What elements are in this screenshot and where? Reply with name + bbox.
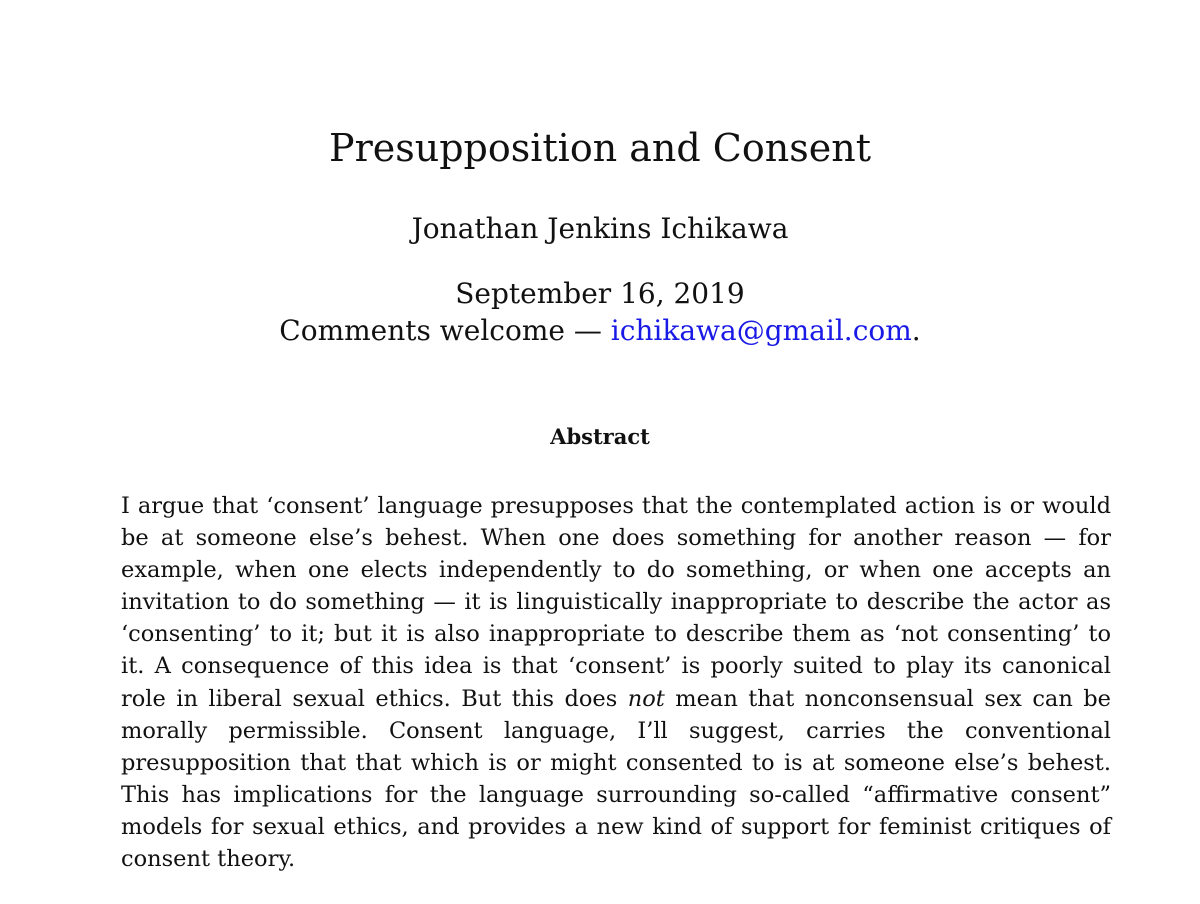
comments-prefix: Comments welcome — (279, 314, 611, 347)
email-link[interactable]: ichikawa@gmail.com (610, 314, 912, 347)
comments-line (0, 313, 1200, 349)
abstract-body (121, 490, 1111, 875)
abstract-emphasis: not (627, 685, 665, 712)
comments-suffix: . (911, 314, 921, 347)
abstract-heading: Abstract (550, 424, 650, 449)
author-name: Jonathan Jenkins Ichikawa (411, 212, 789, 245)
abstract-text-part1: I argue that ‘consent’ language presupposes that the contemplated action is or would be at someone else’s behest. When one does something for another reason — for example, when one elects independently to do something, or when one accepts an invitation to do something — it is linguistically inappropriate to describe the actor as ‘consenting’ to it; but it is also inappropriate to describe them as ‘not consenting’ to it. A consequence of this idea is that ‘consent’ is poorly suited to play its canonical role in liberal sexual ethics. But this does (121, 493, 1111, 712)
abstract-text-part2: mean that nonconsensual sex can be morally permissible. Consent language, I’ll suggest, carries the conventional presupposition that that which is or might consented to is at someone else’s behest. This has implications for the language surrounding so-called “affirmative consent” models for sexual ethics, and provides a new kind of support for feminist critiques of consent theory. (121, 685, 1111, 873)
paper-date: September 16, 2019 (455, 277, 745, 310)
paper-title: Presupposition and Consent (329, 126, 871, 170)
